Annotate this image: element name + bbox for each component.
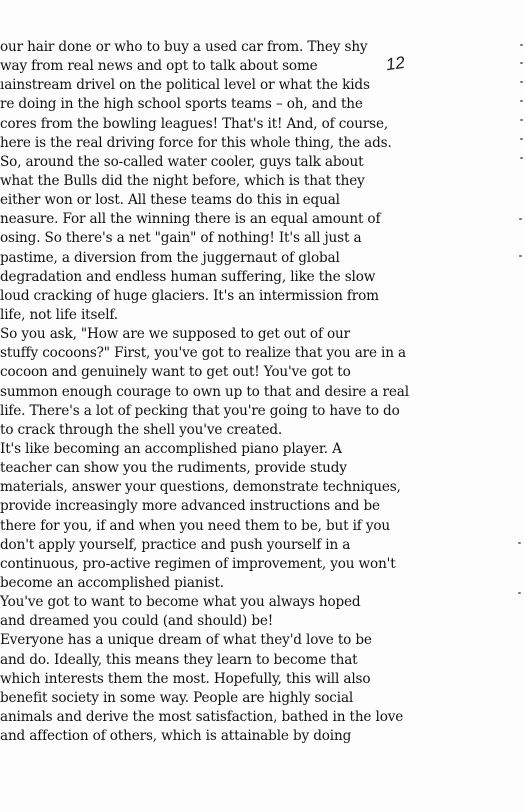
- scan-speck: [518, 592, 521, 594]
- text-line: animals and derive the most satisfaction, bathed in the love: [0, 708, 404, 725]
- text-line: continuous, pro-active regimen of improvement, you won't: [0, 555, 396, 572]
- text-line: benefit society in some way. People are highly social: [0, 689, 354, 706]
- text-line: cocoon and genuinely want to get out! You've got to: [0, 364, 351, 381]
- right-margin-scan-marks: [517, 40, 525, 780]
- text-line: don't apply yourself, practice and push yourself in a: [0, 536, 351, 553]
- text-line: re doing in the high school sports teams – oh, and the: [0, 96, 363, 113]
- text-line: summon enough courage to own up to that and desire a real: [0, 383, 409, 400]
- text-line: pastime, a diversion from the juggernaut of global: [0, 249, 340, 266]
- text-line: It's like becoming an accomplished piano player. A: [0, 440, 342, 457]
- scan-speck: [520, 119, 523, 121]
- text-line: either won or lost. All these teams do this in equal: [0, 192, 340, 209]
- text-line: So, around the so-called water cooler, guys talk about: [0, 153, 364, 170]
- scan-speck: [519, 218, 522, 220]
- text-line: Everyone has a unique dream of what they'd love to be: [0, 632, 372, 649]
- text-line: cores from the bowling leagues! That's it! And, of course,: [0, 115, 389, 132]
- text-line: become an accomplished pianist.: [0, 574, 224, 591]
- body-text: [0, 38, 470, 746]
- text-line: provide increasingly more advanced instructions and be: [0, 498, 380, 515]
- text-line: So you ask, "How are we supposed to get out of our: [0, 326, 350, 343]
- text-line: ıainstream drivel on the political level or what the kids: [0, 77, 370, 94]
- text-line: life, not life itself.: [0, 306, 118, 323]
- text-line: materials, answer your questions, demonstrate techniques,: [0, 479, 401, 496]
- text-line: loud cracking of huge glaciers. It's an intermission from: [0, 287, 379, 304]
- text-line: You've got to want to become what you always hoped: [0, 594, 361, 611]
- scan-speck: [520, 157, 523, 159]
- text-line: life. There's a lot of pecking that you're going to have to do: [0, 402, 400, 419]
- text-line: here is the real driving force for this whole thing, the ads.: [0, 134, 392, 151]
- text-line: degradation and endless human suffering, like the slow: [0, 268, 376, 285]
- text-line: to crack through the shell you've created.: [0, 421, 283, 438]
- text-line: there for you, if and when you need them to be, but if you: [0, 517, 391, 534]
- text-line: our hair done or who to buy a used car from. They shy: [0, 39, 368, 55]
- text-line: which interests them the most. Hopefully, this will also: [0, 670, 371, 687]
- scan-speck: [519, 255, 522, 257]
- text-line: osing. So there's a net "gain" of nothing! It's all just a: [0, 230, 362, 247]
- scan-speck: [520, 138, 523, 140]
- scan-speck: [520, 62, 523, 64]
- text-line: and dreamed you could (and should) be!: [0, 613, 274, 630]
- scan-speck: [520, 81, 523, 83]
- scan-speck: [520, 44, 523, 46]
- scan-speck: [518, 542, 521, 544]
- text-line: way from real news and opt to talk about some: [0, 58, 318, 75]
- text-line: and do. Ideally, this means they learn to become that: [0, 651, 358, 668]
- text-line: and affection of others, which is attainable by doing: [0, 728, 352, 745]
- text-line: teacher can show you the rudiments, provide study: [0, 460, 347, 477]
- text-line: neasure. For all the winning there is an equal amount of: [0, 211, 381, 228]
- handwritten-page-number: 12: [384, 52, 407, 75]
- scan-speck: [520, 100, 523, 102]
- text-line: stuffy cocoons?" First, you've got to realize that you are in a: [0, 345, 406, 362]
- text-line: what the Bulls did the night before, which is that they: [0, 172, 365, 189]
